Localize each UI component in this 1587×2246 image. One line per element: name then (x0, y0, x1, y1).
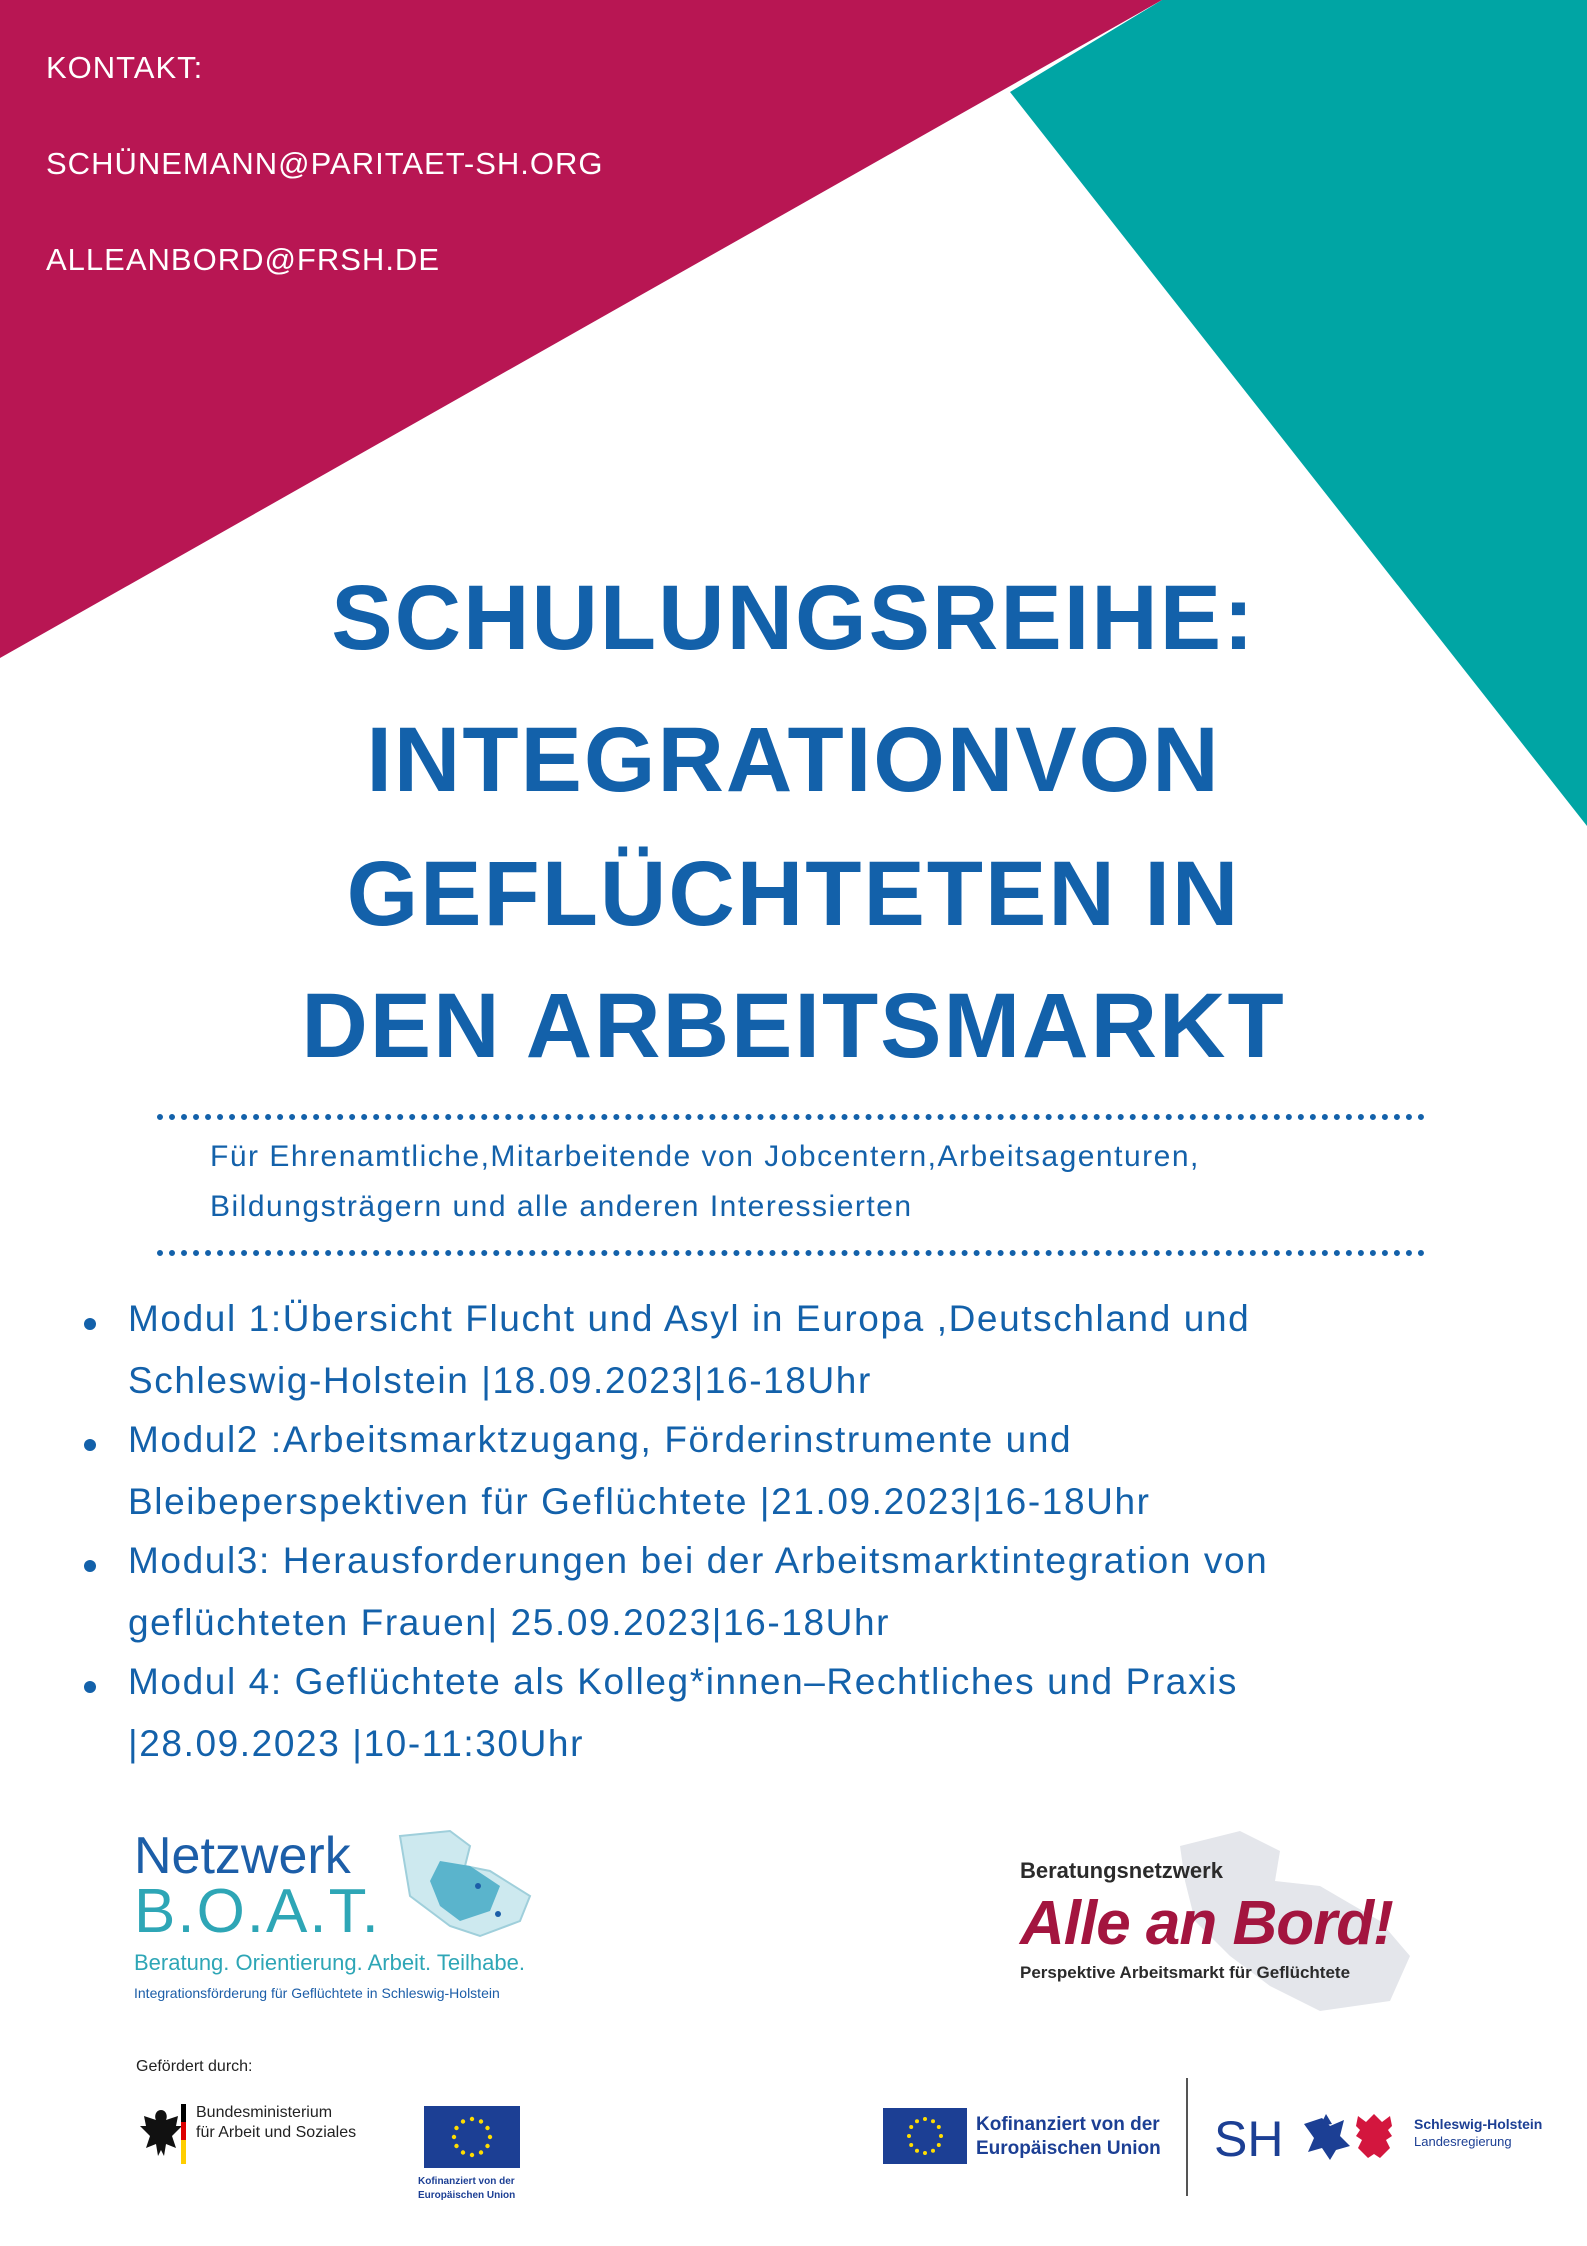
bmas-line-2: für Arbeit und Soziales (196, 2124, 357, 2141)
eu-flag-icon (883, 2108, 967, 2164)
aab-main-text: Alle an Bord! (1020, 1889, 1393, 1958)
magenta-triangle (0, 0, 1162, 658)
aab-top-text: Beratungsnetzwerk (1020, 1858, 1223, 1883)
flag-stripe-red (181, 2122, 186, 2140)
eu-large-line-1: Kofinanziert von der (976, 2114, 1160, 2135)
schleswig-holstein-map-icon (380, 1826, 540, 1946)
module-4-line-2: |28.09.2023 |10-11:30Uhr (128, 1723, 585, 1764)
boat-title: Netzwerk (134, 1827, 351, 1885)
logo-divider (1186, 2078, 1188, 2196)
module-2-line-1: Modul2 :Arbeitsmarktzugang, Förderinstrumente und (128, 1419, 1073, 1460)
title-line-3: GEFLÜCHTETEN IN (346, 843, 1241, 945)
module-2-line-2: Bleibeperspektiven für Geflüchtete |21.09.2023|16-18Uhr (128, 1481, 1151, 1522)
dotted-divider-top (157, 1114, 1425, 1120)
teal-triangle (1010, 0, 1587, 826)
bullet-icon (84, 1439, 96, 1451)
audience-line-1: Für Ehrenamtliche,Mitarbeitende von Jobcentern,Arbeitsagenturen, (210, 1140, 1200, 1173)
module-4-line-1: Modul 4: Geflüchtete als Kolleg*innen–Rechtliches und Praxis (128, 1661, 1238, 1702)
title-line-2: INTEGRATIONVON (366, 709, 1221, 811)
aab-sub-text: Perspektive Arbeitsmarkt für Geflüchtete (1020, 1963, 1351, 1982)
bullet-icon (84, 1560, 96, 1572)
module-3-line-1: Modul3: Herausforderungen bei der Arbeitsmarktintegration von (128, 1540, 1269, 1581)
federal-eagle-icon (136, 2104, 186, 2164)
sh-mark: SH (1214, 2111, 1284, 2167)
contact-email-paritaet[interactable]: SCHÜNEMANN@PARITAET-SH.ORG (46, 146, 604, 181)
module-1-line-2: Schleswig-Holstein |18.09.2023|16-18Uhr (128, 1360, 872, 1401)
contact-heading: KONTAKT: (46, 50, 204, 85)
bmas-line-1: Bundesministerium (196, 2104, 333, 2121)
eu-flag-icon (424, 2106, 520, 2168)
funded-by-label: Gefördert durch: (136, 2058, 253, 2075)
state-crest-icon (1300, 2106, 1404, 2166)
module-3-line-2: geflüchteten Frauen| 25.09.2023|16-18Uhr (128, 1602, 891, 1643)
title-line-1: SCHULUNGSREIHE: (331, 567, 1256, 669)
module-1-line-1: Modul 1:Übersicht Flucht und Asyl in Europa ,Deutschland und (128, 1298, 1251, 1339)
boat-subline: Integrationsförderung für Geflüchtete in Schleswig-Holstein (134, 1985, 500, 2001)
bullet-icon (84, 1681, 96, 1693)
eu-small-line-2: Europäischen Union (418, 2190, 516, 2201)
eu-large-line-2: Europäischen Union (976, 2138, 1161, 2159)
title-line-4: DEN ARBEITSMARKT (301, 975, 1286, 1077)
flag-stripe-gold (181, 2140, 186, 2164)
sh-line-1: Schleswig-Holstein (1414, 2116, 1543, 2132)
flag-stripe-black (181, 2104, 186, 2122)
boat-tagline: Beratung. Orientierung. Arbeit. Teilhabe. (134, 1950, 525, 1975)
sh-line-2: Landesregierung (1414, 2134, 1512, 2149)
boat-acronym: B.O.A.T. (134, 1877, 381, 1946)
eu-small-line-1: Kofinanziert von der (418, 2176, 515, 2187)
dotted-divider-bottom (157, 1250, 1425, 1256)
bullet-icon (84, 1318, 96, 1330)
contact-email-frsh[interactable]: ALLEANBORD@FRSH.DE (46, 242, 440, 277)
audience-line-2: Bildungsträgern und alle anderen Interessierten (210, 1190, 913, 1223)
